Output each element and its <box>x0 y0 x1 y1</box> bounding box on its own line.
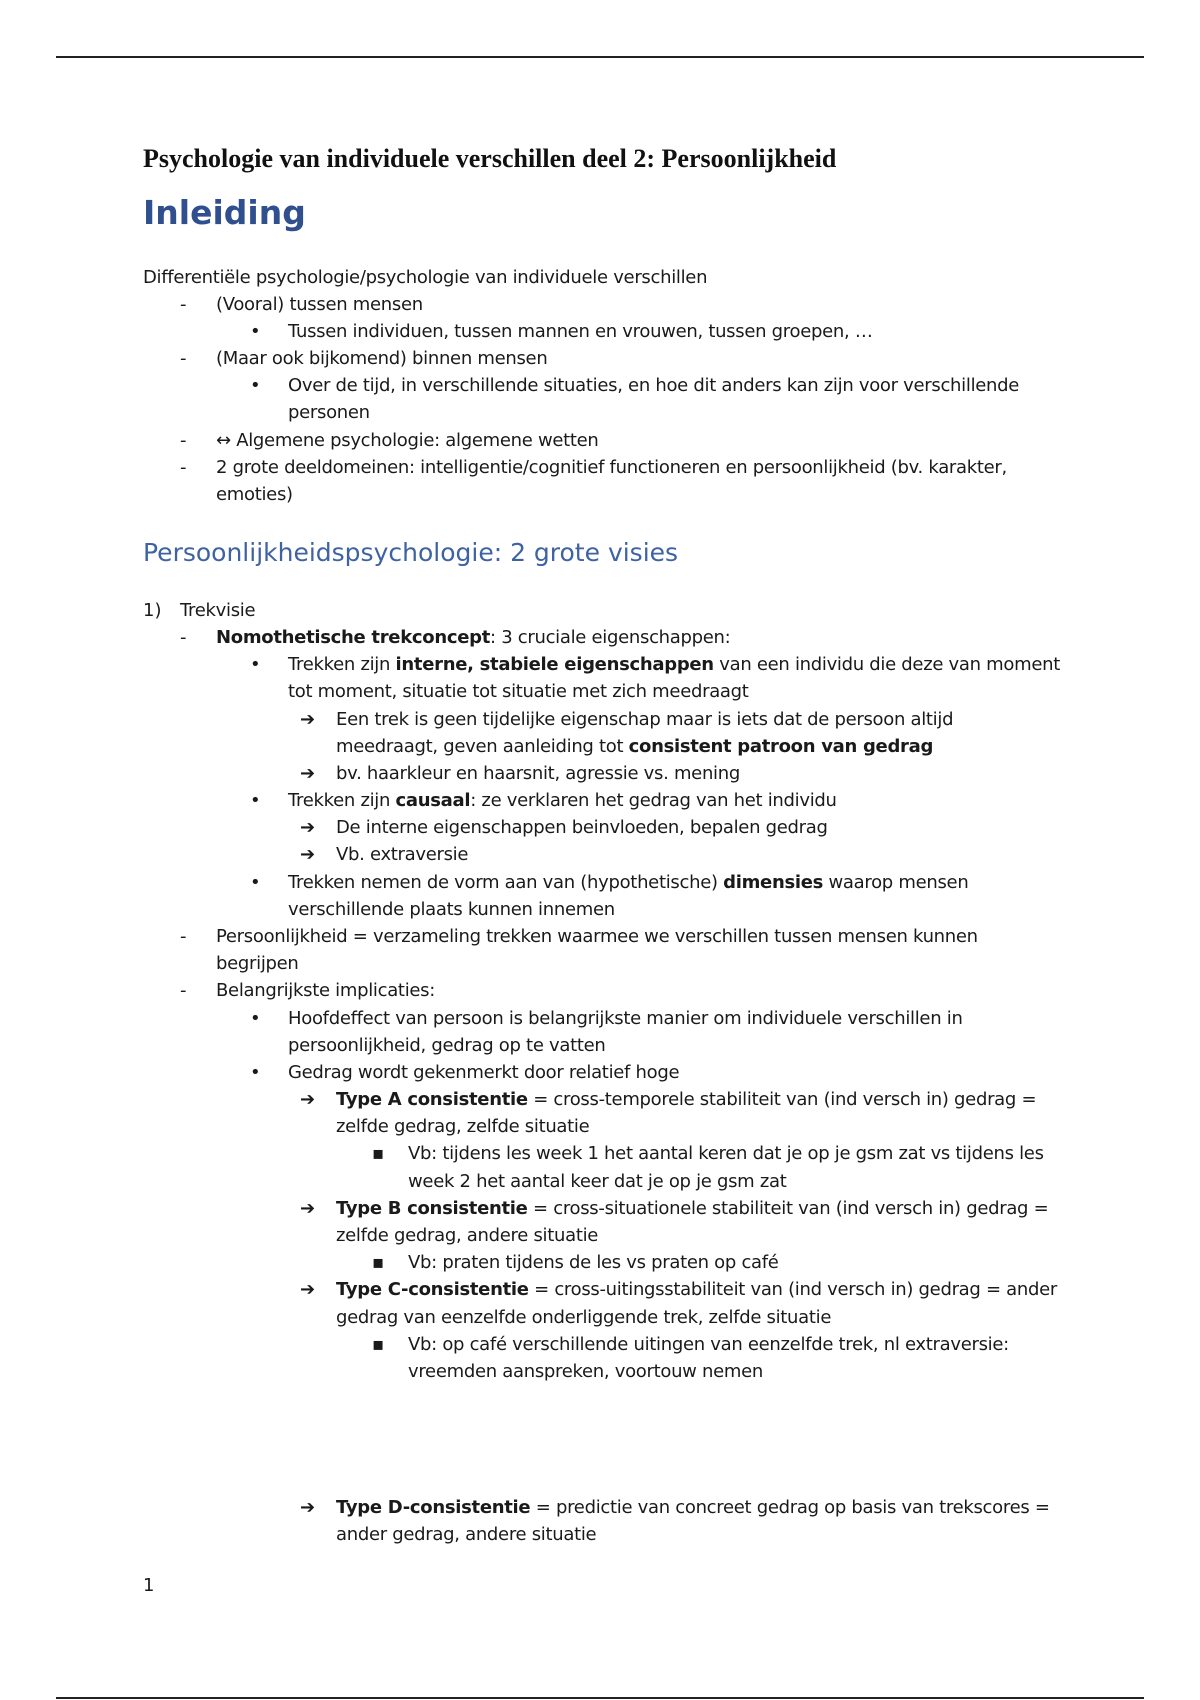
dash-marker: - <box>180 457 187 478</box>
arrow-item-cont: meedraagt, geven aanleiding tot consistent patroon van gedrag <box>336 736 934 757</box>
heading-inleiding: Inleiding <box>143 193 306 232</box>
dash-marker: - <box>180 980 187 1001</box>
arrow-marker: ➔ <box>300 844 316 865</box>
bullet-marker: • <box>250 375 261 396</box>
intro-subitem-cont: personen <box>288 402 370 423</box>
bullet-marker: • <box>250 654 261 675</box>
intro-item: 2 grote deeldomeinen: intelligentie/cognitief functioneren en persoonlijkheid (bv. karakter, <box>216 457 1007 478</box>
type-d-consistentie: Type D-consistentie = predictie van concreet gedrag op basis van trekscores = <box>336 1497 1050 1518</box>
implicatie-1: Hoofdeffect van persoon is belangrijkste manier om individuele verschillen in <box>288 1008 963 1029</box>
trekvisie-title: Trekvisie <box>180 600 256 621</box>
document-title: Psychologie van individuele verschillen deel 2: Persoonlijkheid <box>143 144 837 173</box>
dash-marker: - <box>180 627 187 648</box>
arrow-item: Vb. extraversie <box>336 844 469 865</box>
bullet-marker: • <box>250 321 261 342</box>
arrow-marker: ➔ <box>300 709 316 730</box>
dash-marker: - <box>180 430 187 451</box>
property-2: Trekken zijn causaal: ze verklaren het gedrag van het individu <box>288 790 837 811</box>
dash-marker: - <box>180 348 187 369</box>
type-c-example-cont: vreemden aanspreken, voortouw nemen <box>408 1361 764 1382</box>
property-1-cont: tot moment, situatie tot situatie met zich meedraagt <box>288 681 749 702</box>
implicaties-label: Belangrijkste implicaties: <box>216 980 436 1001</box>
intro-lead: Differentiële psychologie/psychologie van individuele verschillen <box>143 267 708 288</box>
square-marker: ▪ <box>372 1143 385 1164</box>
arrow-item: De interne eigenschappen beinvloeden, bepalen gedrag <box>336 817 828 838</box>
arrow-marker: ➔ <box>300 1089 316 1110</box>
intro-subitem: Over de tijd, in verschillende situaties, en hoe dit anders kan zijn voor verschillende <box>288 375 1020 396</box>
property-1: Trekken zijn interne, stabiele eigenschappen van een individu die deze van moment <box>288 654 1060 675</box>
footer-rule <box>56 1697 1144 1699</box>
arrow-item: bv. haarkleur en haarsnit, agressie vs. mening <box>336 763 740 784</box>
arrow-marker: ➔ <box>300 763 316 784</box>
property-3-cont: verschillende plaats kunnen innemen <box>288 899 615 920</box>
type-c-example: Vb: op café verschillende uitingen van eenzelfde trek, nl extraversie: <box>408 1334 1009 1355</box>
arrow-marker: ➔ <box>300 1497 316 1518</box>
intro-subitem: Tussen individuen, tussen mannen en vrouwen, tussen groepen, … <box>288 321 873 342</box>
dash-marker: - <box>180 926 187 947</box>
list-number: 1) <box>143 600 162 621</box>
type-c-cont: gedrag van eenzelfde onderliggende trek, zelfde situatie <box>336 1307 832 1328</box>
intro-item: ↔ Algemene psychologie: algemene wetten <box>216 430 599 451</box>
property-3: Trekken nemen de vorm aan van (hypothetische) dimensies waarop mensen <box>288 872 969 893</box>
type-a-consistentie: Type A consistentie = cross-temporele stabiliteit van (ind versch in) gedrag = <box>336 1089 1037 1110</box>
bullet-marker: • <box>250 1062 261 1083</box>
implicatie-1-cont: persoonlijkheid, gedrag op te vatten <box>288 1035 606 1056</box>
type-d-cont: ander gedrag, andere situatie <box>336 1524 597 1545</box>
arrow-item: Een trek is geen tijdelijke eigenschap maar is iets dat de persoon altijd <box>336 709 954 730</box>
persoonlijkheid-def-cont: begrijpen <box>216 953 299 974</box>
page-number: 1 <box>143 1575 155 1596</box>
intro-item: (Maar ook bijkomend) binnen mensen <box>216 348 548 369</box>
bullet-marker: • <box>250 790 261 811</box>
type-b-consistentie: Type B consistentie = cross-situationele stabiliteit van (ind versch in) gedrag = <box>336 1198 1049 1219</box>
dash-marker: - <box>180 294 187 315</box>
square-marker: ▪ <box>372 1252 385 1273</box>
header-rule <box>56 56 1144 58</box>
arrow-marker: ➔ <box>300 817 316 838</box>
type-c-consistentie: Type C-consistentie = cross-uitingsstabiliteit van (ind versch in) gedrag = ander <box>336 1279 1057 1300</box>
type-b-cont: zelfde gedrag, andere situatie <box>336 1225 599 1246</box>
heading-persoonlijkheidspsychologie: Persoonlijkheidspsychologie: 2 grote visies <box>143 538 679 567</box>
intro-item: (Vooral) tussen mensen <box>216 294 423 315</box>
intro-item-cont: emoties) <box>216 484 293 505</box>
arrow-marker: ➔ <box>300 1279 316 1300</box>
type-a-cont: zelfde gedrag, zelfde situatie <box>336 1116 590 1137</box>
type-b-example: Vb: praten tijdens de les vs praten op café <box>408 1252 779 1273</box>
persoonlijkheid-def: Persoonlijkheid = verzameling trekken waarmee we verschillen tussen mensen kunnen <box>216 926 978 947</box>
nomothetisch-line: Nomothetische trekconcept: 3 cruciale eigenschappen: <box>216 627 731 648</box>
bullet-marker: • <box>250 872 261 893</box>
type-a-example-cont: week 2 het aantal keer dat je op je gsm zat <box>408 1171 787 1192</box>
square-marker: ▪ <box>372 1334 385 1355</box>
implicatie-2: Gedrag wordt gekenmerkt door relatief hoge <box>288 1062 680 1083</box>
bullet-marker: • <box>250 1008 261 1029</box>
type-a-example: Vb: tijdens les week 1 het aantal keren dat je op je gsm zat vs tijdens les <box>408 1143 1044 1164</box>
arrow-marker: ➔ <box>300 1198 316 1219</box>
